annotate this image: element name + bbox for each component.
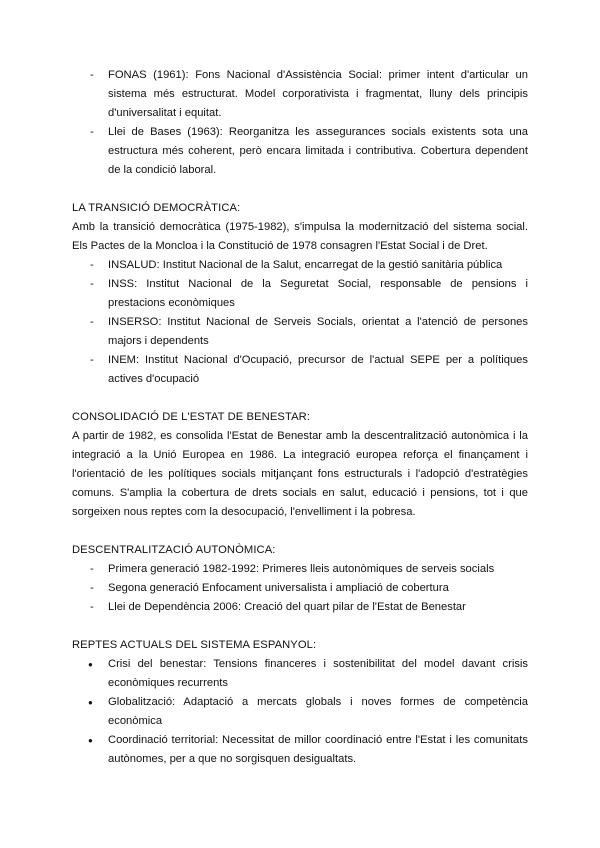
section-paragraph: Amb la transició democràtica (1975-1982), s'impulsa la modernització del sistema social. Els Pactes de la Moncloa i la Constitució de 1978 consagren l'Estat Social i de Dret. (72, 221, 528, 252)
section-heading: LA TRANSICIÓ DEMOCRÀTICA: (72, 202, 241, 214)
document-page (72, 66, 528, 769)
list-item: ● Crisi del benestar: Tensions financeres i sostenibilitat del model davant crisis econòmiques recurrents (72, 655, 528, 693)
list-item: - Llei de Bases (1963): Reorganitza les assegurances socials existents sota una estructura més coherent, però encara limitada i contributiva. Cobertura dependent de la condició laboral. (72, 123, 528, 180)
section-transicio (72, 199, 528, 389)
list-item: ● Globalització: Adaptació a mercats globals i noves formes de competència econòmica (72, 693, 528, 731)
section-consolidacio (72, 408, 528, 522)
section-reptes (72, 636, 528, 769)
section-paragraph: A partir de 1982, es consolida l'Estat de Benestar amb la descentralització autonòmica i la integració a la Unió Europea en 1986. La integració europea reforça el finançament i l'orientació de les polítiques socials mitjançant fons estructurals i l'adopció d'estratègies comuns. S'amplia la cobertura de drets socials en salut, educació i pensions, tot i que sorgeixen nous reptes com la desocupació, l'envelliment i la pobresa. (72, 430, 528, 518)
list-item: - Llei de Dependència 2006: Creació del quart pilar de l'Estat de Benestar (72, 598, 528, 617)
challenges-list (72, 655, 528, 769)
section-heading: REPTES ACTUALS DEL SISTEMA ESPANYOL: (72, 639, 317, 651)
intro-list (72, 66, 528, 180)
generations-list (72, 560, 528, 617)
section-descentralitzacio (72, 541, 528, 617)
section-heading: DESCENTRALITZACIÓ AUTONÒMICA: (72, 544, 276, 556)
list-item: - INSS: Institut Nacional de la Seguretat Social, responsable de pensions i prestacions econòmiques (72, 275, 528, 313)
list-item: - Segona generació Enfocament universalista i ampliació de cobertura (72, 579, 528, 598)
list-item: - FONAS (1961): Fons Nacional d'Assistència Social: primer intent d'articular un sistema més estructurat. Model corporativista i fragmentat, lluny dels principis d'universalitat i equitat. (72, 66, 528, 123)
list-item: - INEM: Institut Nacional d'Ocupació, precursor de l'actual SEPE per a polítiques actives d'ocupació (72, 351, 528, 389)
section-heading: CONSOLIDACIÓ DE L'ESTAT DE BENESTAR: (72, 411, 311, 423)
list-item: - Primera generació 1982-1992: Primeres lleis autonòmiques de serveis socials (72, 560, 528, 579)
list-item: - INSALUD: Institut Nacional de la Salut, encarregat de la gestió sanitària pública (72, 256, 528, 275)
institutions-list (72, 256, 528, 389)
list-item: ● Coordinació territorial: Necessitat de millor coordinació entre l'Estat i les comunitats autònomes, per a que no sorgisquen desigualtats. (72, 731, 528, 769)
list-item: - INSERSO: Institut Nacional de Serveis Socials, orientat a l'atenció de persones majors i dependents (72, 313, 528, 351)
